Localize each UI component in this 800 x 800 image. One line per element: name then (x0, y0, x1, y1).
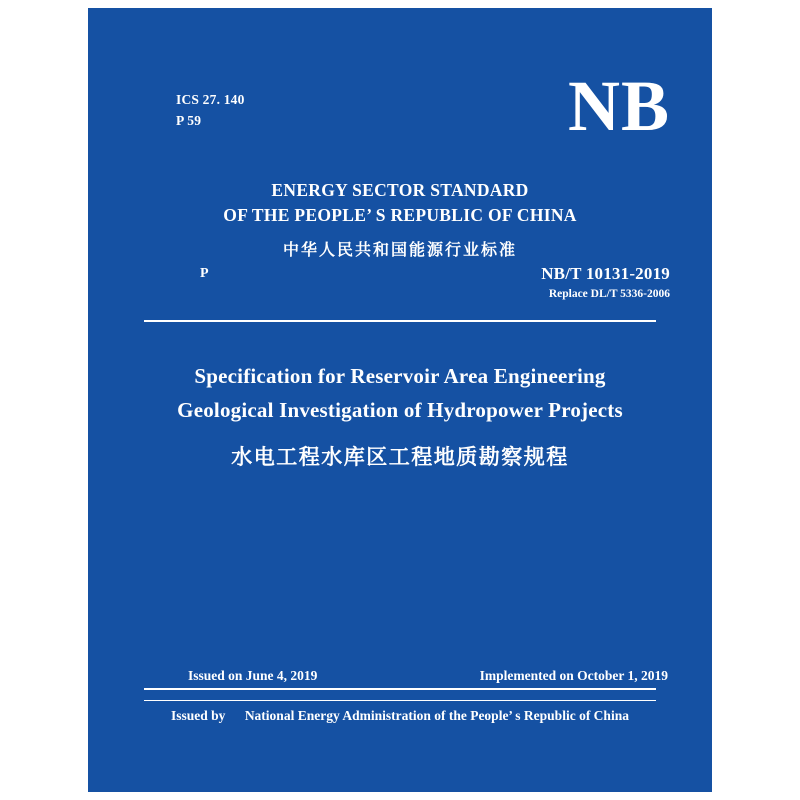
standard-header-chinese: 中华人民共和国能源行业标准 (282, 239, 517, 259)
title-chinese: 水电工程水库区工程地质勘察规程 (231, 445, 569, 470)
nb-logo: NB (567, 66, 670, 146)
standard-number: NB/T 10131-2019 (541, 264, 670, 283)
cover-top-row (88, 66, 712, 156)
standard-header-line1: ENERGY SECTOR STANDARD (271, 180, 529, 200)
divider-top (144, 320, 656, 322)
title-en-line2: Geological Investigation of Hydropower Projects (177, 397, 623, 422)
ics-code: ICS 27. 140 (176, 92, 245, 107)
issued-by-label: Issued by (171, 708, 226, 723)
standard-number-block (541, 264, 670, 300)
classification-mark: P (200, 266, 209, 281)
replaced-standard: Replace DL/T 5336-2006 (548, 288, 670, 300)
divider-bottom (144, 688, 656, 690)
standard-header-line2: OF THE PEOPLE’ S REPUBLIC OF CHINA (223, 205, 577, 226)
document-title (88, 360, 712, 471)
title-en-line1: Specification for Reservoir Area Engineering (194, 364, 606, 388)
standard-code-row (88, 266, 712, 312)
ics-block (176, 90, 245, 132)
issued-date: Issued on June 4, 2019 (188, 668, 318, 683)
cover-dates (88, 668, 712, 688)
issued-by-value: National Energy Administration of the People’ s Republic of China (244, 708, 629, 723)
implemented-date: Implemented on October 1, 2019 (479, 668, 668, 683)
divider-bottom-thin (144, 700, 656, 701)
standard-cover (88, 8, 712, 792)
issuer-row (88, 708, 712, 724)
class-code: P 59 (176, 112, 202, 128)
standard-header (88, 178, 712, 260)
